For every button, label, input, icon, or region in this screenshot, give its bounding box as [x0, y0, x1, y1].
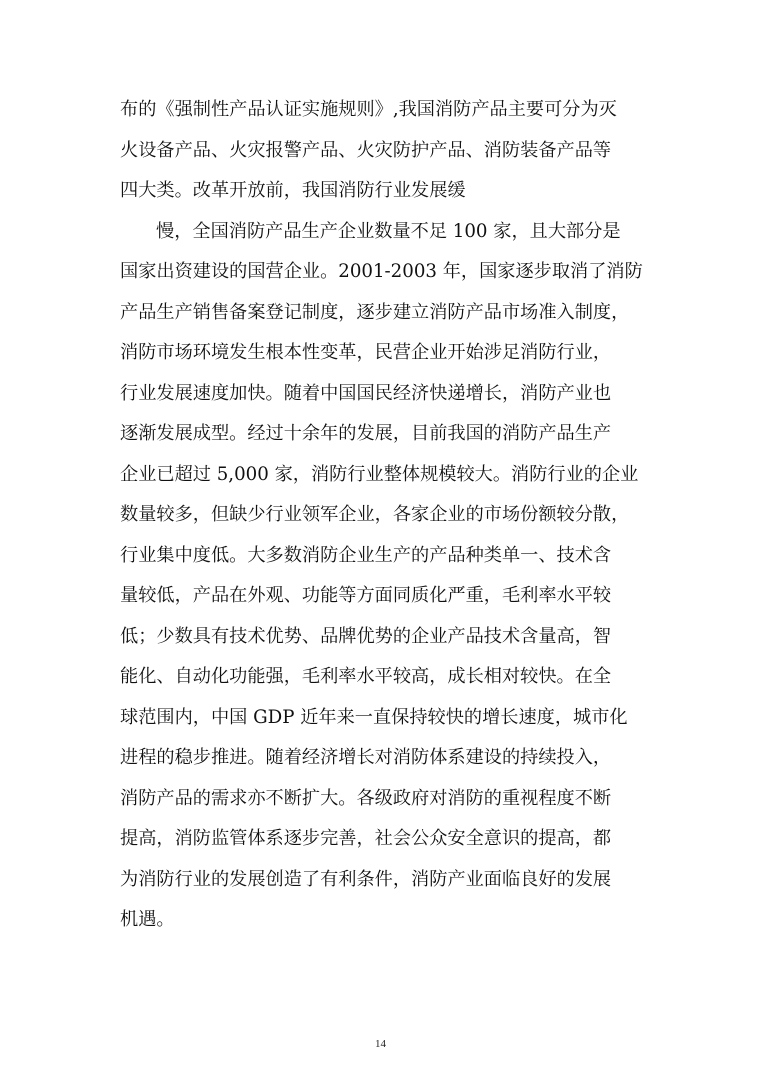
body-text	[120, 90, 645, 941]
text-line: 提高，消防监管体系逐步完善，社会公众安全意识的提高，都	[120, 828, 612, 849]
text-line: 产品生产销售备案登记制度，逐步建立消防产品市场准入制度，	[120, 301, 630, 323]
text-line: 逐渐发展成型。经过十余年的发展，目前我国的消防产品生产	[120, 423, 612, 444]
text-line: 数量较多，但缺少行业领军企业，各家企业的市场份额较分散，	[120, 504, 630, 525]
text-line: 火设备产品、火灾报警产品、火灾防护产品、消防装备产品等	[120, 139, 612, 161]
text-line: 消防产品的需求亦不断扩大。各级政府对消防的重视程度不断	[120, 787, 612, 809]
text-line: 为消防行业的发展创造了有利条件，消防产业面临良好的发展	[120, 868, 612, 890]
text-line: 量较低，产品在外观、功能等方面同质化严重，毛利率水平较	[120, 585, 612, 606]
text-line: 行业集中度低。大多数消防企业生产的产品种类单一、技术含	[120, 544, 612, 566]
page-number: 14	[375, 1038, 386, 1050]
text-line: 布的《强制性产品认证实施规则》,我国消防产品主要可分为灭	[120, 99, 617, 120]
text-line: 球范围内，中国 GDP 近年来一直保持较快的增长速度，城市化	[120, 706, 628, 728]
text-line: 行业发展速度加快。随着中国国民经济快递增长，消防产业也	[120, 382, 612, 404]
text-line: 机遇。	[120, 909, 175, 930]
text-line: 企业已超过 5,000 家，消防行业整体规模较大。消防行业的企业	[120, 463, 639, 485]
text-line: 慢，全国消防产品生产企业数量不足 100 家，且大部分是	[156, 220, 621, 242]
text-line: 国家出资建设的国营企业。2001-2003 年，国家逐步取消了消防	[120, 261, 643, 282]
text-line: 低；少数具有技术优势、品牌优势的企业产品技术含量高，智	[120, 625, 612, 647]
text-line: 进程的稳步推进。随着经济增长对消防体系建设的持续投入，	[120, 747, 612, 768]
text-line: 四大类。改革开放前，我国消防行业发展缓	[120, 180, 466, 201]
text-line: 能化、自动化功能强，毛利率水平较高，成长相对较快。在全	[120, 666, 612, 687]
text-line: 消防市场环境发生根本性变革，民营企业开始涉足消防行业，	[120, 342, 612, 363]
